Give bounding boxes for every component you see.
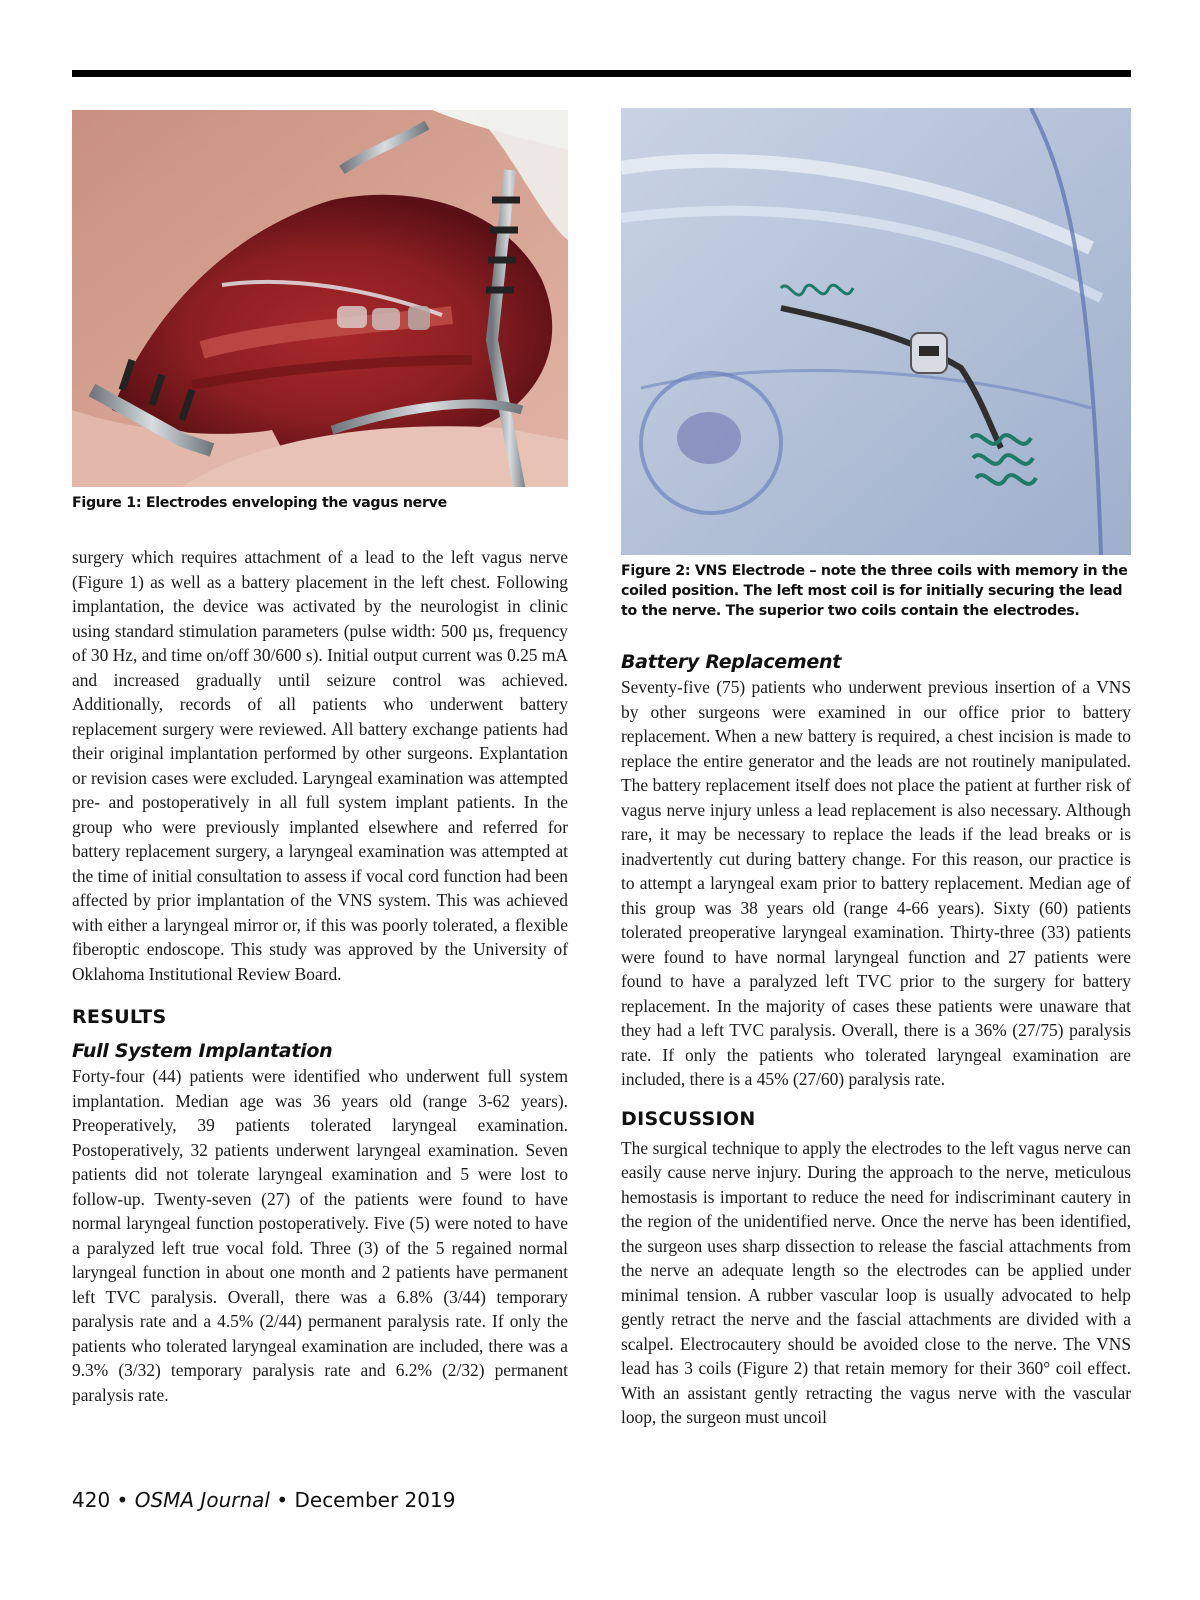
right-column (621, 108, 1131, 1430)
journal-name: OSMA Journal (134, 1488, 270, 1512)
discussion-paragraph: The surgical technique to apply the electrodes to the left vagus nerve can easily cause nerve injury. During the approach to the nerve, meticulous hemostasis is important to reduce the need for indiscriminant cautery in the region of the unidentified nerve. Once the nerve has been identified, the surgeon uses sharp dissection to release the fascial attachments from the nerve an adequate length so the electrodes can be applied under minimal tension. A rubber vascular loop is usually advocated to help gently retract the nerve and the fascial attachments are divided with a scalpel. Electrocautery should be avoided close to the nerve. The VNS lead has 3 coils (Figure 2) that retain memory for their 360° coil effect. With an assistant gently retracting the vagus nerve with the vascular loop, the surgeon must uncoil (621, 1137, 1131, 1427)
page-number: 420 (72, 1488, 111, 1512)
battery-replacement-heading: Battery Replacement (621, 651, 841, 673)
page-footer (72, 1488, 455, 1512)
discussion-heading: DISCUSSION (621, 1107, 756, 1130)
figure-2-image (621, 108, 1131, 555)
left-column (72, 110, 568, 1407)
figure-2-caption: Figure 2: VNS Electrode – note the three coils with memory in the coiled position. The left most coil is for initially securing the lead to the nerve. The superior two coils contain the electrodes. (621, 563, 1128, 619)
battery-replacement-paragraph: Seventy-five (75) patients who underwent previous insertion of a VNS by other surgeons were examined in our office prior to battery replacement. When a new battery is required, a chest incision is made to replace the entire generator and the leads are not routinely manipulated. The battery replacement itself does not place the patient at further risk of vagus nerve injury unless a lead replacement is also necessary. Although rare, it may be necessary to replace the leads if the lead breaks or is inadvertently cut during battery change. For this reason, our practice is to attempt a laryngeal exam prior to battery replacement. Median age of this group was 38 years old (range 4-66 years). Sixty (60) patients tolerated preoperative laryngeal examination. Thirty-three (33) patients were found to have normal laryngeal function and 27 patients were found to have a paralyzed left TVC prior to the surgery for battery replacement. In the majority of cases these patients were unaware that they had a left TVC paralysis. Overall, there is a 36% (27/75) paralysis rate. If only the patients who tolerated laryngeal examination are included, there is a 45% (27/60) paralysis rate. (621, 677, 1131, 1089)
results-heading: RESULTS (72, 1006, 167, 1028)
footer-separator-2: • (269, 1488, 295, 1512)
figure-1-image (72, 110, 568, 487)
top-rule (72, 70, 1131, 77)
footer-separator: • (110, 1488, 135, 1512)
intro-paragraph: surgery which requires attachment of a lead to the left vagus nerve (Figure 1) as well as a battery placement in the left chest. Following implantation, the device was activated by the neurologist in clinic using standard stimulation parameters (pulse width: 500 µs, frequency of 30 Hz, and time on/off 30/600 s). Initial output current was 0.25 mA and increased gradually until seizure control was achieved. Additionally, records of all patients who underwent battery replacement surgery were reviewed. All battery exchange patients had their original implantation performed by other surgeons. Explantation or revision cases were excluded. Laryngeal examination was attempted pre- and postoperatively in all full system implant patients. In the group who were previously implanted elsewhere and referred for battery replacement surgery, a laryngeal examination was attempted at the time of initial consultation to assess if vocal cord function had been affected by prior implantation of the VNS system. This was achieved with either a laryngeal mirror or, if this was poorly tolerated, a flexible fiberoptic endoscope. This study was approved by the University of Oklahoma Institutional Review Board. (72, 547, 568, 984)
figure-1-caption: Figure 1: Electrodes enveloping the vagus nerve (72, 495, 447, 511)
full-system-paragraph: Forty-four (44) patients were identified who underwent full system implantation. Median age was 36 years old (range 3-62 years). Preoperatively, 39 patients tolerated laryngeal examination. Postoperatively, 32 patients underwent laryngeal examination. Seven patients did not tolerate laryngeal examination and 5 were lost to follow-up. Twenty-seven (27) of the patients were found to have normal laryngeal function postoperatively. Five (5) were noted to have a paralyzed left true vocal fold. Three (3) of the 5 regained normal laryngeal function in about one month and 2 patients have permanent left TVC paralysis. Overall, there was a 6.8% (3/44) temporary paralysis rate and a 4.5% (2/44) permanent paralysis rate. If only the patients who tolerated laryngeal examination are included, there was a 9.3% (3/32) temporary paralysis rate and 6.2% (2/32) permanent paralysis rate. (72, 1066, 568, 1405)
issue-date: December 2019 (294, 1488, 456, 1512)
full-system-heading: Full System Implantation (72, 1040, 333, 1062)
